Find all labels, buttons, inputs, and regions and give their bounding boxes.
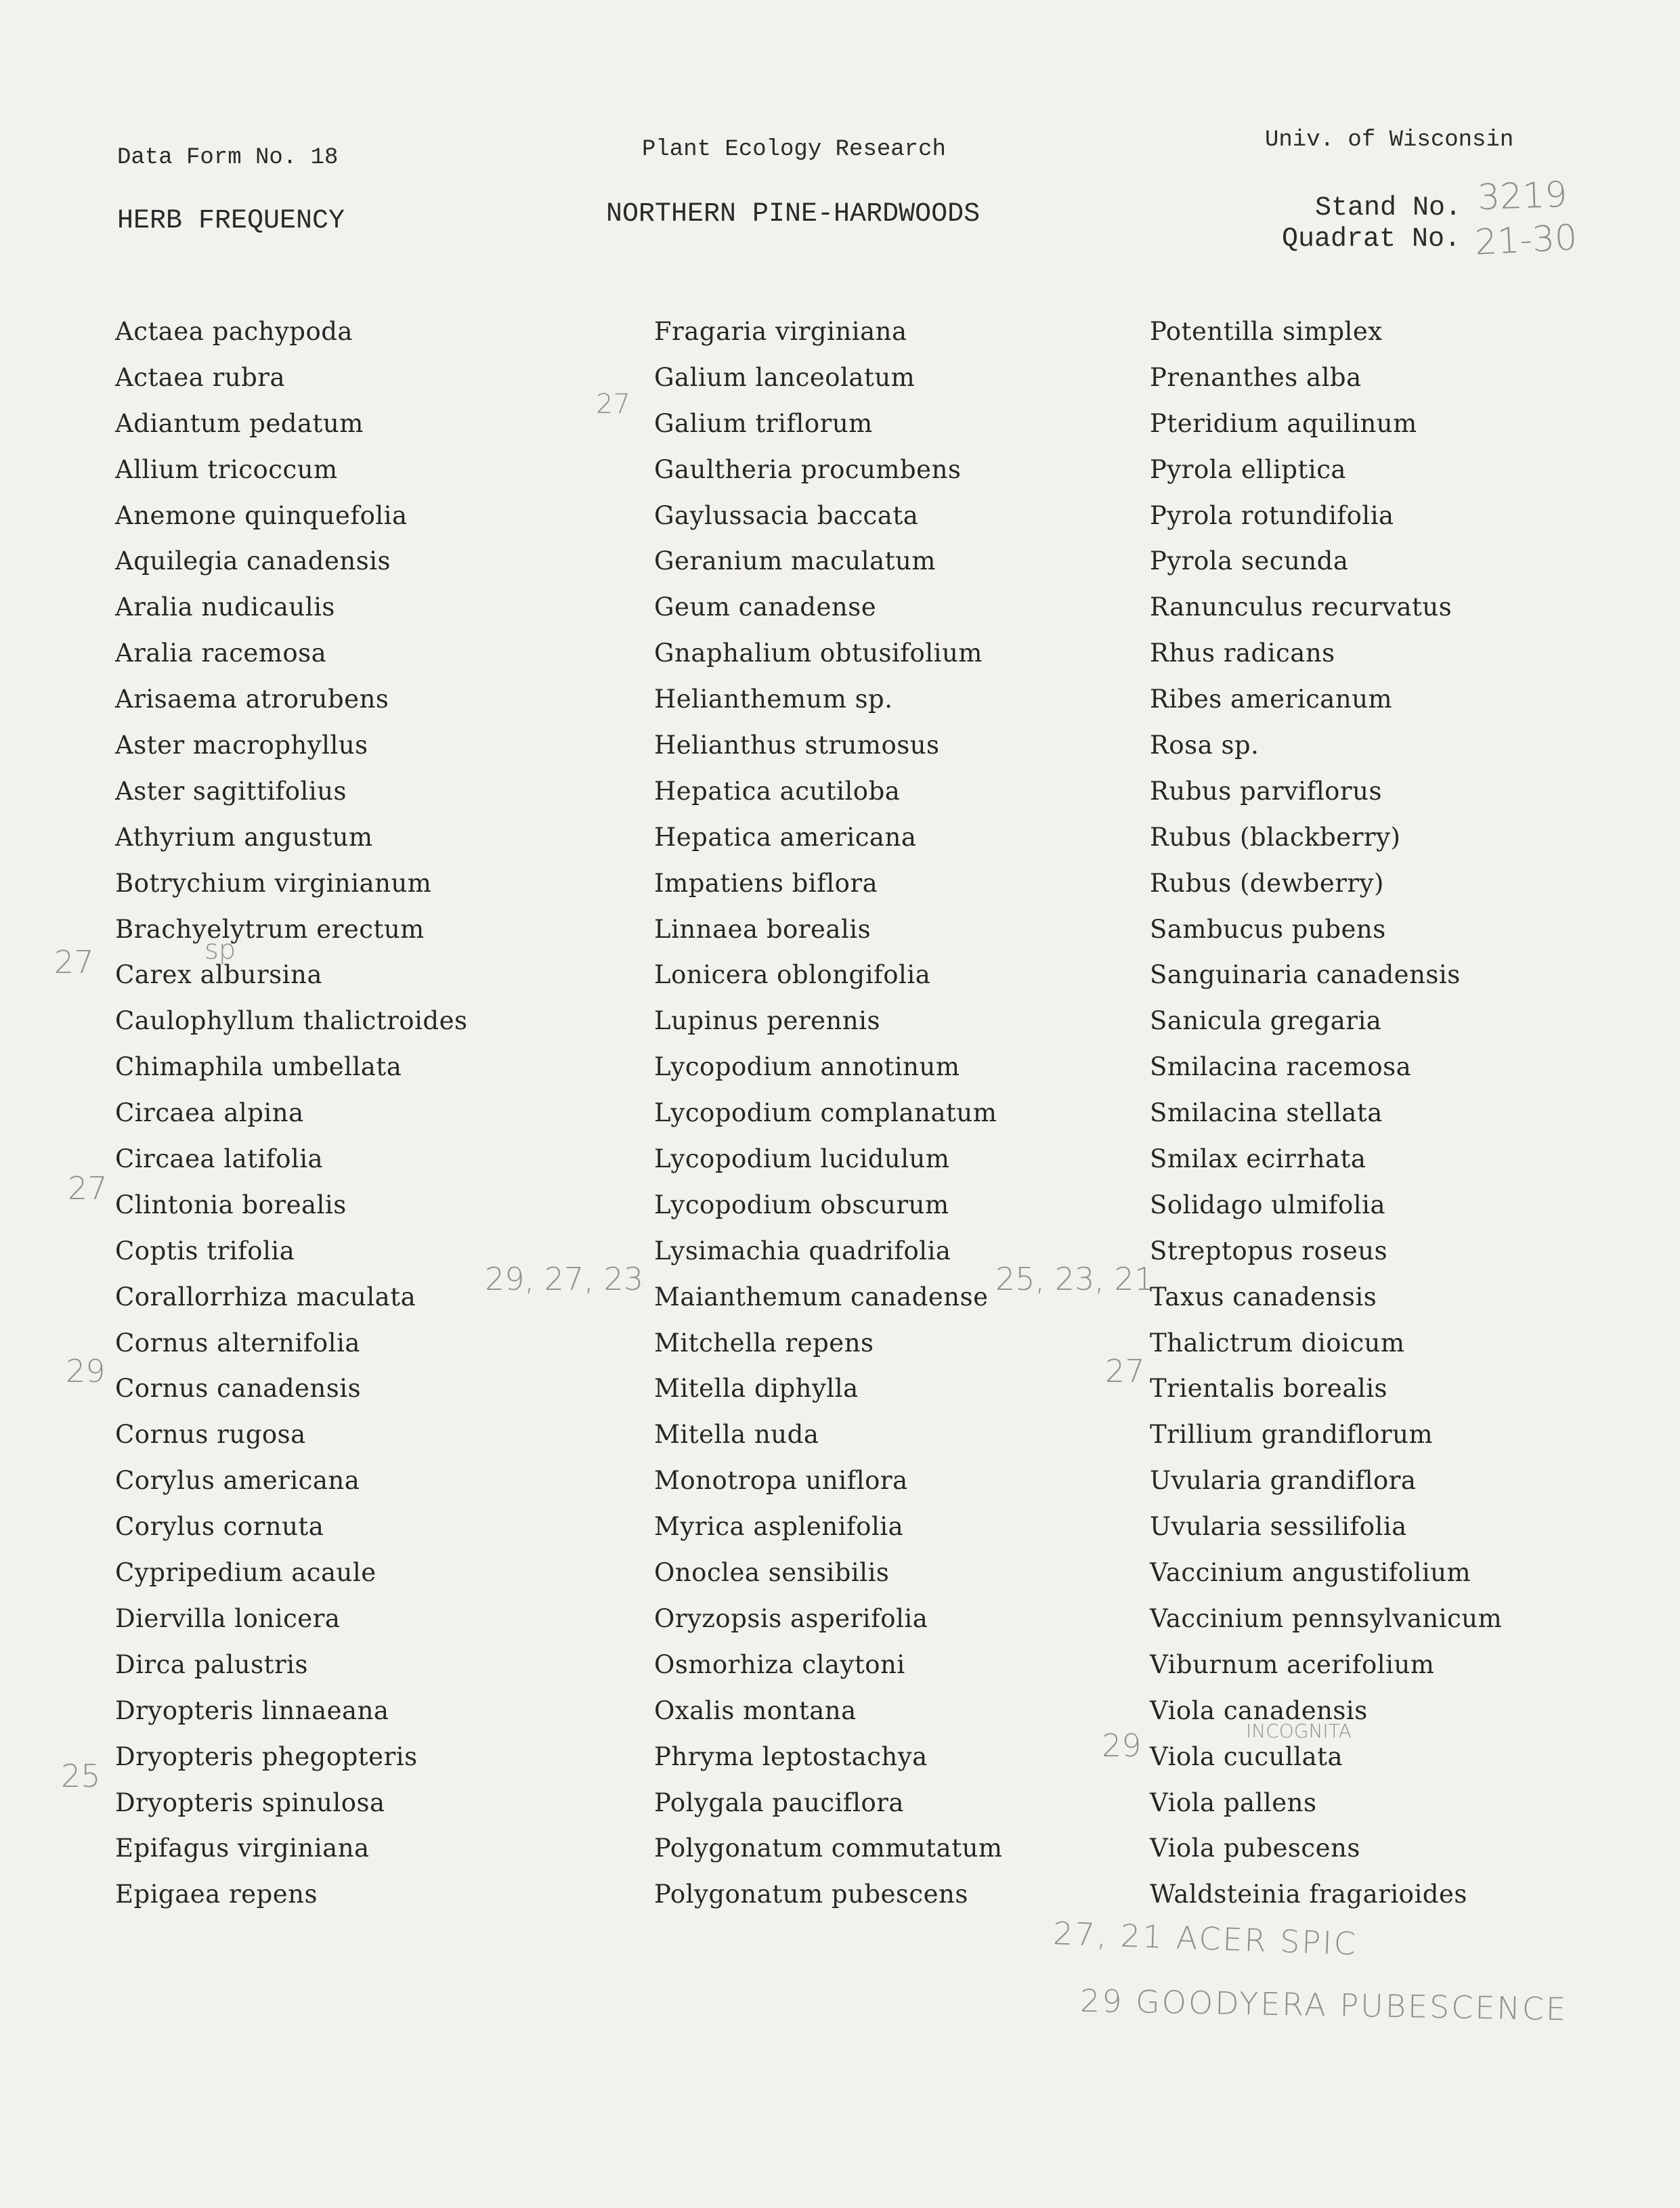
species-column-middle <box>654 309 1003 1918</box>
species-item: Vaccinium angustifolium <box>1150 1558 1471 1588</box>
species-item: Thalictrum dioicum <box>1150 1328 1405 1358</box>
species-item: Aster macrophyllus <box>115 731 368 760</box>
species-item: Sambucus pubens <box>1150 914 1386 944</box>
species-item: Rubus (blackberry) <box>1150 822 1401 852</box>
species-item: Adiantum pedatum <box>115 408 364 438</box>
species-item: Uvularia sessilifolia <box>1150 1512 1407 1542</box>
species-item: Trillium grandiflorum <box>1150 1420 1434 1450</box>
species-item: Corylus americana <box>115 1466 360 1496</box>
species-item: Galium lanceolatum <box>654 362 916 392</box>
species-item: Taxus canadensis <box>1150 1282 1377 1312</box>
species-item: Smilacina racemosa <box>1150 1052 1412 1082</box>
species-item: Myrica asplenifolia <box>654 1512 904 1542</box>
species-item: Corallorrhiza maculata <box>115 1282 416 1312</box>
species-item: Dryopteris spinulosa <box>115 1788 385 1817</box>
university-label: Univ. of Wisconsin <box>1265 127 1514 153</box>
species-item: Lycopodium complanatum <box>654 1098 997 1128</box>
species-item: Diervilla lonicera <box>115 1603 341 1633</box>
species-item: Aralia racemosa <box>115 638 327 668</box>
species-item: Ranunculus recurvatus <box>1150 592 1452 622</box>
handwritten-note-acer: 27, 21 ACER SPIC <box>1052 1915 1358 1962</box>
annotation-galium-triflorum: 27 <box>596 389 630 420</box>
species-item: Carex albursina <box>115 960 322 990</box>
species-item: Aquilegia canadensis <box>115 546 391 576</box>
annotation-dryopteris-spinulosa: 25 <box>61 1758 101 1794</box>
species-item: Viola cucullata <box>1150 1741 1343 1771</box>
annotation-carex: 27 <box>54 944 94 980</box>
species-item: Waldsteinia fragarioides <box>1150 1880 1467 1909</box>
species-item: Gnaphalium obtusifolium <box>654 638 983 668</box>
species-item: Allium tricoccum <box>115 454 338 484</box>
species-item: Pyrola rotundifolia <box>1150 500 1394 530</box>
species-item: Fragaria virginiana <box>654 317 907 346</box>
species-item: Lycopodium obscurum <box>654 1190 949 1219</box>
annotation-taxus: 25, 23, 21 <box>995 1261 1155 1297</box>
species-item: Rubus parviflorus <box>1150 776 1382 806</box>
species-item: Coptis trifolia <box>115 1236 295 1265</box>
species-item: Monotropa uniflora <box>654 1466 908 1496</box>
species-item: Cornus rugosa <box>115 1420 306 1450</box>
species-item: Mitella nuda <box>654 1420 819 1450</box>
species-item: Caulophyllum thalictroides <box>115 1006 468 1036</box>
species-item: Pyrola secunda <box>1150 546 1349 576</box>
annotation-viola-cucullata: 29 <box>1102 1727 1142 1764</box>
species-item: Circaea alpina <box>115 1098 304 1128</box>
stand-value: 3219 <box>1476 174 1568 219</box>
annotation-cornus-canadensis: 29 <box>66 1353 106 1389</box>
species-item: Lycopodium lucidulum <box>654 1144 950 1174</box>
species-item: Lonicera oblongifolia <box>654 960 931 990</box>
species-item: Polygala pauciflora <box>654 1788 904 1817</box>
species-item: Botrychium virginianum <box>115 868 432 898</box>
species-item: Lupinus perennis <box>654 1006 880 1036</box>
species-item: Polygonatum pubescens <box>654 1880 968 1909</box>
species-item: Trientalis borealis <box>1150 1374 1388 1404</box>
species-item: Mitchella repens <box>654 1328 874 1358</box>
species-item: Hepatica acutiloba <box>654 776 901 806</box>
species-item: Sanicula gregaria <box>1150 1006 1382 1036</box>
species-item: Cornus alternifolia <box>115 1328 360 1358</box>
form-number: Data Form No. 18 <box>117 145 339 171</box>
form-title: HERB FREQUENCY <box>117 206 345 236</box>
species-item: Rubus (dewberry) <box>1150 868 1384 898</box>
species-item: Geranium maculatum <box>654 546 936 576</box>
species-item: Brachyelytrum erectum <box>115 914 425 944</box>
species-item: Oryzopsis asperifolia <box>654 1603 928 1633</box>
species-item: Dryopteris phegopteris <box>115 1741 418 1771</box>
species-item: Lycopodium annotinum <box>654 1052 960 1082</box>
species-item: Smilax ecirrhata <box>1150 1144 1366 1174</box>
species-item: Rhus radicans <box>1150 638 1335 668</box>
research-label: Plant Ecology Research <box>642 137 946 163</box>
species-item: Actaea rubra <box>115 362 286 392</box>
species-item: Circaea latifolia <box>115 1144 324 1174</box>
species-item: Pyrola elliptica <box>1150 454 1346 484</box>
annotation-maianthemum: 29, 27, 23 <box>485 1261 644 1297</box>
species-item: Pteridium aquilinum <box>1150 408 1417 438</box>
species-item: Maianthemum canadense <box>654 1282 989 1312</box>
community-title: NORTHERN PINE-HARDWOODS <box>606 199 981 230</box>
species-item: Streptopus roseus <box>1150 1236 1388 1265</box>
stand-label: Stand No. <box>1315 193 1462 223</box>
species-item: Viburnum acerifolium <box>1150 1649 1435 1679</box>
annotation-carex-sp: sp <box>204 934 236 966</box>
species-item: Ribes americanum <box>1150 685 1393 714</box>
species-item: Viola pallens <box>1150 1788 1317 1817</box>
annotation-trientalis: 27 <box>1105 1353 1145 1389</box>
species-item: Onoclea sensibilis <box>654 1558 890 1588</box>
quadrat-value: 21-30 <box>1473 217 1578 263</box>
species-item: Linnaea borealis <box>654 914 871 944</box>
species-item: Viola canadensis <box>1150 1695 1368 1725</box>
species-item: Epigaea repens <box>115 1880 318 1909</box>
species-item: Chimaphila umbellata <box>115 1052 402 1082</box>
species-item: Gaylussacia baccata <box>654 500 919 530</box>
species-item: Osmorhiza claytoni <box>654 1649 905 1679</box>
species-item: Epifagus virginiana <box>115 1834 370 1863</box>
species-item: Lysimachia quadrifolia <box>654 1236 951 1265</box>
species-item: Sanguinaria canadensis <box>1150 960 1461 990</box>
species-item: Actaea pachypoda <box>115 317 353 346</box>
species-item: Mitella diphylla <box>654 1374 859 1404</box>
species-item: Aralia nudicaulis <box>115 592 335 622</box>
species-item: Clintonia borealis <box>115 1190 347 1219</box>
species-item: Solidago ulmifolia <box>1150 1190 1386 1219</box>
species-item: Potentilla simplex <box>1150 317 1383 346</box>
species-item: Athyrium angustum <box>115 822 373 852</box>
annotation-viola-incognita: INCOGNITA <box>1246 1720 1352 1742</box>
species-column-right <box>1150 309 1502 1918</box>
species-item: Uvularia grandiflora <box>1150 1466 1417 1496</box>
quadrat-label: Quadrat No. <box>1282 224 1461 255</box>
species-item: Smilacina stellata <box>1150 1098 1383 1128</box>
species-item: Dirca palustris <box>115 1649 308 1679</box>
species-item: Polygonatum commutatum <box>654 1834 1003 1863</box>
annotation-clintonia: 27 <box>68 1170 108 1207</box>
species-item: Anemone quinquefolia <box>115 500 408 530</box>
species-item: Viola pubescens <box>1150 1834 1360 1863</box>
species-item: Rosa sp. <box>1150 731 1259 760</box>
species-item: Corylus cornuta <box>115 1512 324 1542</box>
species-item: Phryma leptostachya <box>654 1741 928 1771</box>
species-item: Cornus canadensis <box>115 1374 362 1404</box>
species-column-left <box>115 309 467 1918</box>
species-item: Aster sagittifolius <box>115 776 347 806</box>
species-item: Gaultheria procumbens <box>654 454 962 484</box>
species-item: Geum canadense <box>654 592 877 622</box>
species-item: Impatiens biflora <box>654 868 878 898</box>
species-item: Helianthemum sp. <box>654 685 893 714</box>
species-item: Galium triflorum <box>654 408 873 438</box>
handwritten-note-goodyera: 29 GOODYERA PUBESCENCE <box>1079 1982 1568 2028</box>
species-item: Arisaema atrorubens <box>115 685 389 714</box>
species-item: Helianthus strumosus <box>654 731 940 760</box>
species-item: Prenanthes alba <box>1150 362 1362 392</box>
species-item: Oxalis montana <box>654 1695 857 1725</box>
species-item: Hepatica americana <box>654 822 917 852</box>
species-item: Cypripedium acaule <box>115 1558 376 1588</box>
species-item: Dryopteris linnaeana <box>115 1695 389 1725</box>
species-item: Vaccinium pennsylvanicum <box>1150 1603 1503 1633</box>
